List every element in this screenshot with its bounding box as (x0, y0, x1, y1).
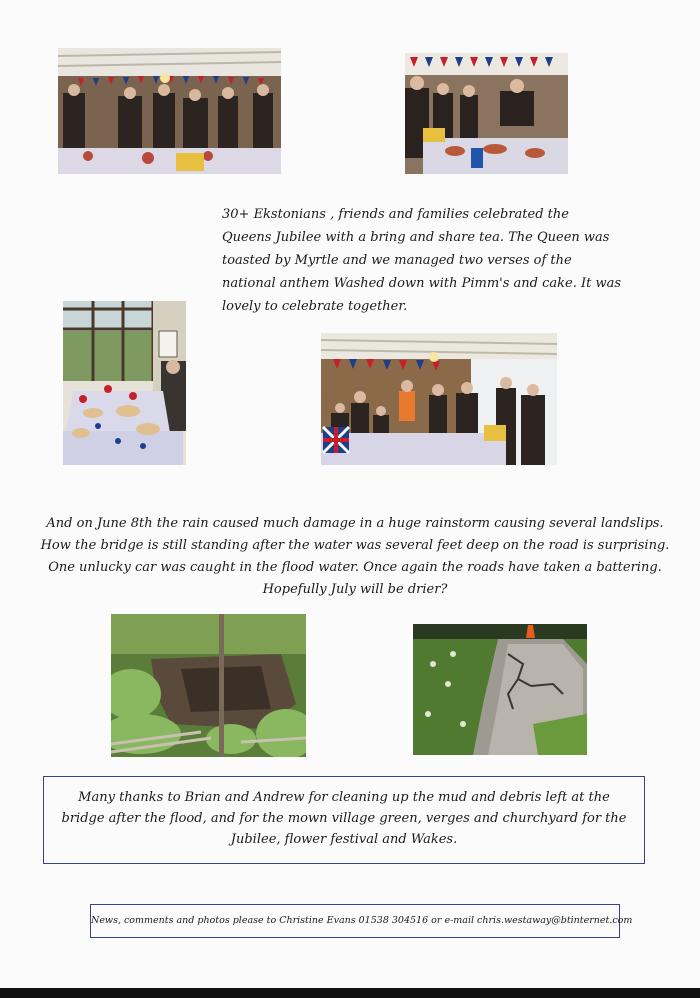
photo-jubilee-buffet-table (405, 53, 568, 174)
thanks-box (43, 776, 645, 864)
photo-jubilee-group (321, 333, 557, 465)
photo-landslip (111, 614, 306, 757)
news-contact-box (90, 904, 633, 938)
scan-bottom-edge (0, 988, 700, 998)
thanks-text: Many thanks to Brian and Andrew for cleaning up the mud and debris left at the bridge after the flood, and for the mown village green, verges and churchyard for the Jubilee, flower festival and Wakes. (61, 790, 627, 847)
photo-conservatory-table (63, 301, 186, 465)
news-contact-text: News, comments and photos please to Christine Evans 01538 304516 or e-mail chris.westaway@btinternet.com (91, 915, 633, 926)
photo-jubilee-party-room (58, 48, 281, 174)
photo-damaged-road (413, 624, 587, 755)
rainstorm-paragraph: And on June 8th the rain caused much damage in a huge rainstorm causing several landslips. How the bridge is still standing after the water was several feet deep on the road is surprising. One unlucky car was caught in the flood water. Once again the roads have taken a battering. Hopefully July will be drier? (40, 516, 670, 597)
jubilee-paragraph: 30+ Ekstonians , friends and families celebrated the Queens Jubilee with a bring and share tea. The Queen was toasted by Myrtle and we managed two verses of the national anthem Washed down with Pimm's and cake. It was lovely to celebrate together. (222, 207, 622, 314)
